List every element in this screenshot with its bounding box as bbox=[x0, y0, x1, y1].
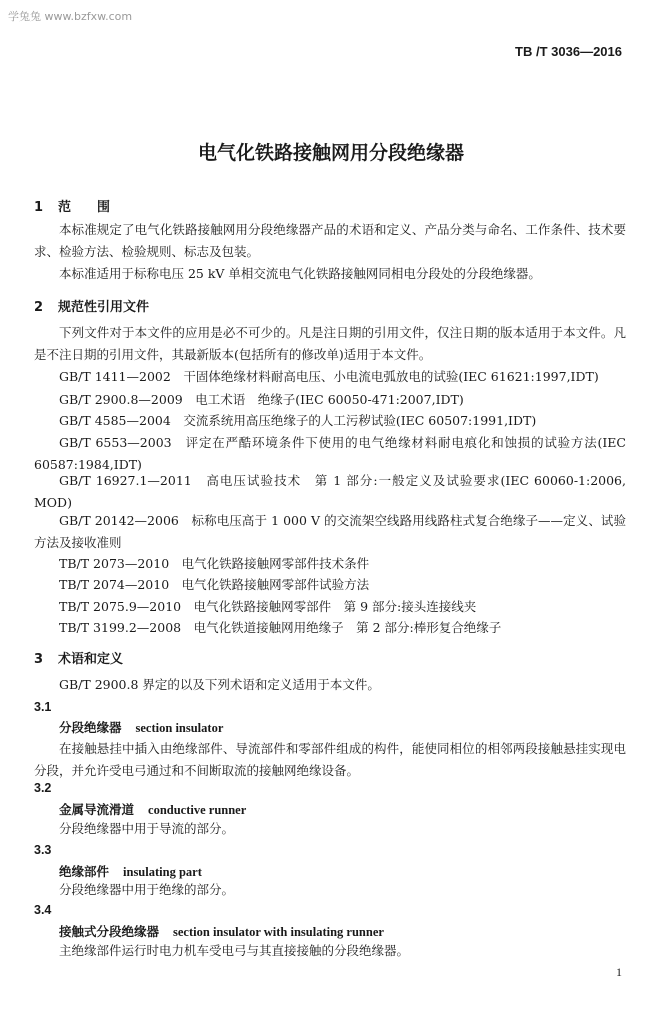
term-definition: 分段绝缘器中用于绝缘的部分。 bbox=[59, 882, 235, 897]
watermark: 学兔兔 www.bzfxw.com bbox=[8, 10, 133, 23]
document-title: 电气化铁路接触网用分段绝缘器 bbox=[197, 142, 464, 164]
term-definition: 在接触悬挂中插入由绝缘部件、导流部件和零部件组成的构件，能使同相位的相邻两段接触悬挂实现电分段，并允许受电弓通过和不间断取流的接触网绝缘设备。 bbox=[34, 741, 626, 778]
term-definition: 分段绝缘器中用于导流的部分。 bbox=[59, 821, 235, 836]
term-en: conductive runner bbox=[148, 803, 247, 817]
section-3-intro: GB/T 2900.8 界定的以及下列术语和定义适用于本文件。 bbox=[59, 677, 380, 692]
standard-number: TB /T 3036—2016 bbox=[515, 44, 622, 59]
reference-item: GB/T 6553—2003 评定在严酷环境条件下使用的电气绝缘材料耐电痕化和蚀损的试验方法(IEC 60587:1984,IDT) bbox=[34, 435, 626, 472]
term-en: section insulator with insulating runner bbox=[173, 925, 384, 939]
reference-item: GB/T 20142—2006 标称电压高于 1 000 V 的交流架空线路用线路柱式复合绝缘子——定义、试验方法及接收准则 bbox=[34, 513, 626, 550]
section-number: 3 bbox=[34, 652, 44, 667]
term-definition: 主绝缘部件运行时电力机车受电弓与其直接接触的分段绝缘器。 bbox=[59, 943, 410, 958]
term-zh: 绝缘部件 bbox=[59, 864, 110, 879]
section-2-heading bbox=[34, 296, 149, 315]
reference-item: TB/T 2074—2010 电气化铁路接触网零部件试验方法 bbox=[59, 577, 370, 592]
term-en: insulating part bbox=[123, 865, 202, 879]
section-1-paragraph: 本标准规定了电气化铁路接触网用分段绝缘器产品的术语和定义、产品分类与命名、工作条件、技术要求、检验方法、检验规则、标志及包装。 bbox=[34, 222, 626, 259]
section-1-heading bbox=[34, 196, 110, 215]
section-title: 术语和定义 bbox=[58, 652, 124, 667]
term-heading bbox=[59, 718, 223, 736]
reference-item: GB/T 1411—2002 干固体绝缘材料耐高电压、小电流电弧放电的试验(IEC 61621:1997,IDT) bbox=[59, 369, 599, 384]
section-1-paragraph: 本标准适用于标称电压 25 kV 单相交流电气化铁路接触网同相电分段处的分段绝缘器。 bbox=[59, 266, 541, 281]
section-2-intro: 下列文件对于本文件的应用是必不可少的。凡是注日期的引用文件，仅注日期的版本适用于本文件。凡是不注日期的引用文件，其最新版本(包括所有的修改单)适用于本文件。 bbox=[34, 325, 626, 362]
term-number: 3.1 bbox=[34, 700, 52, 714]
reference-item: TB/T 3199.2—2008 电气化铁道接触网用绝缘子 第 2 部分:棒形复合绝缘子 bbox=[59, 620, 502, 635]
term-heading bbox=[59, 922, 384, 940]
term-heading bbox=[59, 862, 202, 880]
section-number: 2 bbox=[34, 300, 44, 315]
section-title: 范 围 bbox=[58, 200, 111, 215]
term-heading bbox=[59, 800, 246, 818]
section-number: 1 bbox=[34, 200, 44, 215]
term-en: section insulator bbox=[135, 721, 224, 735]
page-number: 1 bbox=[616, 965, 622, 979]
term-number: 3.3 bbox=[34, 843, 52, 857]
term-number: 3.2 bbox=[34, 781, 52, 795]
term-zh: 分段绝缘器 bbox=[59, 720, 122, 735]
term-zh: 金属导流滑道 bbox=[59, 802, 135, 817]
term-zh: 接触式分段绝缘器 bbox=[59, 924, 160, 939]
reference-item: GB/T 16927.1—2011 高电压试验技术 第 1 部分:一般定义及试验要求(IEC 60060-1:2006, MOD) bbox=[34, 473, 626, 510]
term-number: 3.4 bbox=[34, 903, 52, 917]
section-title: 规范性引用文件 bbox=[58, 300, 150, 315]
reference-item: TB/T 2075.9—2010 电气化铁路接触网零部件 第 9 部分:接头连接线夹 bbox=[59, 599, 477, 614]
reference-item: TB/T 2073—2010 电气化铁路接触网零部件技术条件 bbox=[59, 556, 370, 571]
section-3-heading bbox=[34, 648, 123, 667]
reference-item: GB/T 4585—2004 交流系统用高压绝缘子的人工污秽试验(IEC 60507:1991,IDT) bbox=[59, 413, 537, 428]
reference-item: GB/T 2900.8—2009 电工术语 绝缘子(IEC 60050-471:2007,IDT) bbox=[59, 392, 464, 407]
